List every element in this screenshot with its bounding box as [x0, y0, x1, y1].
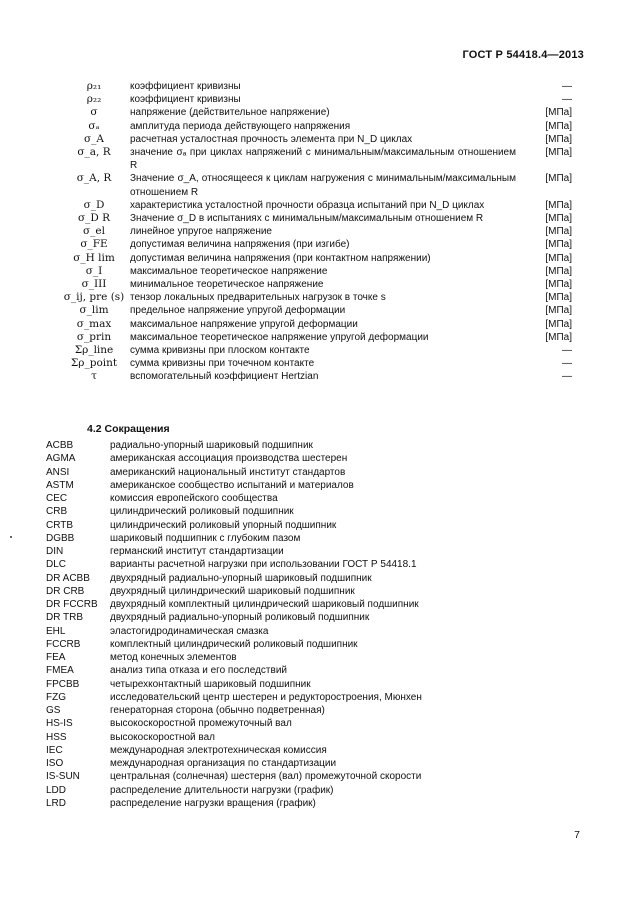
symbol-row — [58, 106, 580, 119]
abbreviation-row — [46, 717, 422, 730]
abbreviation-row — [46, 585, 422, 598]
abbreviation-row — [46, 691, 422, 704]
abbreviation-cell: FMEA — [46, 665, 74, 677]
definition-cell: высокоскоростной вал — [110, 731, 216, 743]
abbreviation-row — [46, 519, 422, 532]
abbreviation-row — [46, 492, 422, 505]
abbreviation-cell: CEC — [46, 493, 68, 504]
symbol-row — [58, 212, 580, 225]
description-cell: предельное напряжение упругой деформации — [130, 305, 346, 317]
definition-cell: двухрядный радиально-упорный шариковый подшипник — [110, 572, 372, 584]
definition-cell: варианты расчетной нагрузки при использовании ГОСТ Р 54418.1 — [110, 559, 417, 571]
symbol-cell: ρ₂₂ — [86, 93, 102, 106]
abbreviation-cell: FPCBB — [46, 678, 80, 690]
symbol-row — [58, 304, 580, 317]
definition-cell: высокоскоростной промежуточный вал — [110, 718, 292, 730]
definition-cell: двухрядный цилиндрический шариковый подшипник — [110, 585, 355, 597]
symbol-cell: Σρ_line — [74, 344, 114, 357]
symbol-row — [58, 291, 580, 304]
abbreviation-cell: DIN — [46, 546, 64, 557]
symbol-cell: σ_prin — [76, 330, 112, 343]
unit-cell: — — [562, 371, 572, 383]
definition-cell: комиссия европейского сообщества — [110, 493, 278, 504]
symbol-row — [58, 252, 580, 265]
definition-cell: цилиндрический роликовый подшипник — [110, 506, 294, 518]
description-cell: коэффициент кривизны — [130, 81, 241, 92]
unit-cell: [МПа] — [545, 318, 572, 330]
unit-cell: [МПа] — [545, 265, 572, 277]
unit-cell: [МПа] — [545, 173, 572, 185]
description-cell: минимальное теоретическое напряжение — [130, 279, 324, 291]
abbreviation-cell: DGBB — [46, 532, 75, 544]
unit-cell: [МПа] — [545, 226, 572, 238]
abbreviation-cell: EHL — [46, 625, 66, 637]
abbreviation-cell: FCCRB — [46, 638, 81, 650]
abbreviation-row — [46, 611, 422, 624]
symbol-cell: σ_H lim — [73, 251, 115, 264]
symbol-cell: σ_A, R — [76, 172, 112, 185]
description-cell: Значение σ_A, относящееся к циклам нагружения с минимальным/максимальным отношением R — [130, 173, 516, 198]
description-cell: допустимая величина напряжения (при изгибе) — [130, 239, 350, 251]
definition-cell: международная организация по стандартизации — [110, 758, 337, 769]
definition-cell: двухрядный радиально-упорный роликовый подшипник — [110, 612, 370, 624]
abbreviation-row — [46, 505, 422, 518]
symbol-cell: σ_I — [85, 264, 103, 277]
unit-cell: [МПа] — [545, 279, 572, 291]
abbreviation-row — [46, 797, 422, 810]
symbol-cell: σ_lim — [79, 304, 109, 317]
abbreviation-row — [46, 598, 422, 611]
symbol-row — [58, 225, 580, 238]
abbreviation-row — [46, 572, 422, 585]
abbreviation-cell: DR TRB — [46, 612, 84, 624]
unit-cell: [МПа] — [545, 239, 572, 251]
abbreviation-row — [46, 545, 422, 558]
symbol-cell: σₐ — [88, 119, 100, 132]
unit-cell: [МПа] — [545, 292, 572, 304]
abbreviation-row — [46, 532, 422, 545]
symbol-row — [58, 80, 580, 93]
symbol-row — [58, 357, 580, 370]
abbreviation-cell: CRB — [46, 506, 68, 518]
definition-cell: генераторная сторона (обычно подветренная) — [110, 705, 325, 716]
definition-cell: метод конечных элементов — [110, 652, 237, 663]
description-cell: максимальное теоретическое напряжение упругой деформации — [130, 331, 429, 343]
description-cell: максимальное напряжение упругой деформации — [130, 318, 358, 330]
description-cell: сумма кривизны при плоском контакте — [130, 345, 310, 357]
abbreviation-cell: IS-SUN — [46, 771, 80, 783]
unit-cell: [МПа] — [545, 252, 572, 264]
definition-cell: комплектный цилиндрический роликовый подшипник — [110, 638, 358, 650]
symbol-cell: Σρ_point — [70, 357, 118, 370]
unit-cell: [МПа] — [545, 120, 572, 132]
definition-cell: анализ типа отказа и его последствий — [110, 665, 287, 677]
abbreviation-row — [46, 678, 422, 691]
abbreviation-cell: CRTB — [46, 519, 74, 531]
definition-cell: американский национальный институт стандартов — [110, 466, 346, 478]
definition-cell: международная электротехническая комиссия — [110, 744, 327, 756]
abbreviation-cell: DR CRB — [46, 585, 85, 597]
unit-cell: [МПа] — [545, 305, 572, 317]
description-cell: вспомогательный коэффициент Hertzian — [130, 371, 319, 383]
abbreviation-cell: DR ACBB — [46, 572, 90, 584]
abbreviation-cell: FEA — [46, 652, 66, 663]
symbol-cell: σ_a, R — [77, 146, 111, 159]
page-speck — [10, 536, 12, 538]
definition-cell: эластогидродинамическая смазка — [110, 625, 269, 637]
definition-cell: распределение нагрузки вращения (график) — [110, 797, 316, 809]
abbreviation-row — [46, 558, 422, 571]
abbreviation-row — [46, 479, 422, 492]
abbreviation-cell: LRD — [46, 797, 67, 809]
symbol-row — [58, 93, 580, 106]
symbol-cell: σ_D — [83, 198, 105, 211]
symbol-row — [58, 199, 580, 212]
abbreviations-table — [46, 439, 422, 810]
abbreviation-cell: DLC — [46, 559, 67, 571]
symbol-row — [58, 172, 580, 198]
symbol-cell: σ_III — [81, 278, 107, 291]
unit-cell: — — [562, 81, 572, 92]
symbol-row — [58, 318, 580, 331]
abbreviation-row — [46, 466, 422, 479]
abbreviation-row — [46, 757, 422, 770]
symbol-row — [58, 331, 580, 344]
page-number: 7 — [574, 829, 580, 841]
symbol-row — [58, 278, 580, 291]
symbol-cell: σ_ij, pre (s) — [63, 291, 125, 304]
symbol-row — [58, 238, 580, 251]
abbreviation-row — [46, 638, 422, 651]
symbol-row — [58, 120, 580, 133]
description-cell: амплитуда периода действующего напряжения — [130, 120, 351, 132]
symbol-cell: σ_max — [76, 317, 112, 330]
abbreviation-row — [46, 731, 422, 744]
abbreviation-row — [46, 651, 422, 664]
symbol-cell: σ_FE — [80, 238, 108, 251]
symbol-row — [58, 146, 580, 172]
description-cell: расчетная усталостная прочность элемента при N_D циклах — [130, 133, 413, 145]
abbreviation-row — [46, 704, 422, 717]
description-cell: тензор локальных предварительных нагрузок в точке s — [130, 292, 386, 304]
description-cell: напряжение (действительное напряжение) — [130, 107, 330, 119]
abbreviation-row — [46, 452, 422, 465]
abbreviation-row — [46, 625, 422, 638]
abbreviation-row — [46, 784, 422, 797]
description-cell: значение σₐ при циклах напряжений с минимальным/максимальным отношением R — [130, 147, 516, 172]
definition-cell: шариковый подшипник с глубоким пазом — [110, 532, 301, 544]
definition-cell: распределение длительности нагрузки (график) — [110, 784, 334, 796]
unit-cell: [МПа] — [545, 133, 572, 145]
description-cell: допустимая величина напряжения (при контактном напряжении) — [130, 252, 431, 264]
description-cell: линейное упругое напряжение — [130, 226, 272, 238]
abbreviation-cell: ASTM — [46, 479, 74, 491]
description-cell: сумма кривизны при точечном контакте — [130, 358, 315, 370]
abbreviation-cell: HS-IS — [46, 718, 73, 730]
definition-cell: американская ассоциация производства шестерен — [110, 453, 348, 465]
unit-cell: [МПа] — [545, 147, 572, 159]
symbol-cell: ρ₂₁ — [86, 80, 102, 92]
symbol-row — [58, 344, 580, 357]
definition-cell: радиально-упорный шариковый подшипник — [110, 440, 313, 451]
abbreviation-row — [46, 664, 422, 677]
abbreviation-cell: DR FCCRB — [46, 599, 98, 610]
symbol-cell: σ — [90, 106, 98, 119]
unit-cell: [МПа] — [545, 199, 572, 211]
unit-cell: [МПа] — [545, 213, 572, 225]
abbreviation-row — [46, 439, 422, 452]
symbols-table — [58, 80, 580, 384]
definition-cell: американское сообщество испытаний и материалов — [110, 479, 354, 491]
symbol-row — [58, 265, 580, 278]
description-cell: характеристика усталостной прочности образца испытаний при N_D циклах — [130, 199, 485, 211]
description-cell: коэффициент кривизны — [130, 94, 241, 106]
unit-cell: — — [562, 345, 572, 357]
definition-cell: центральная (солнечная) шестерня (вал) промежуточной скорости — [110, 771, 422, 783]
symbol-cell: τ — [91, 370, 97, 383]
abbreviation-cell: ACBB — [46, 440, 74, 451]
abbreviation-cell: ANSI — [46, 466, 70, 478]
unit-cell: — — [562, 94, 572, 106]
definition-cell: германский институт стандартизации — [110, 546, 284, 557]
unit-cell: [МПа] — [545, 107, 572, 119]
section-title: 4.2 Сокращения — [87, 423, 170, 435]
description-cell: максимальное теоретическое напряжение — [130, 265, 328, 277]
abbreviation-row — [46, 770, 422, 783]
abbreviation-cell: HSS — [46, 731, 67, 743]
symbol-cell: σ_el — [83, 225, 105, 238]
symbol-cell: σ_D R — [77, 212, 111, 225]
unit-cell: — — [562, 358, 572, 370]
abbreviation-row — [46, 744, 422, 757]
abbreviation-cell: ISO — [46, 758, 64, 769]
abbreviation-cell: IEC — [46, 744, 63, 756]
unit-cell: [МПа] — [545, 331, 572, 343]
abbreviation-cell: FZG — [46, 691, 66, 703]
definition-cell: цилиндрический роликовый упорный подшипник — [110, 519, 337, 531]
definition-cell: исследовательский центр шестерен и редуктоpостроения, Мюнхен — [110, 691, 422, 703]
description-cell: Значение σ_D в испытаниях с минимальным/максимальным отношением R — [130, 213, 484, 225]
definition-cell: двухрядный комплектный цилиндрический шариковый подшипник — [110, 599, 419, 610]
symbol-row — [58, 133, 580, 146]
symbol-row — [58, 370, 580, 383]
document-header: ГОСТ Р 54418.4—2013 — [462, 49, 584, 61]
abbreviation-cell: AGMA — [46, 453, 76, 465]
definition-cell: четырехконтактный шариковый подшипник — [110, 678, 311, 690]
abbreviation-cell: LDD — [46, 784, 67, 796]
abbreviation-cell: GS — [46, 705, 61, 716]
symbol-cell: σ_A — [83, 132, 104, 145]
